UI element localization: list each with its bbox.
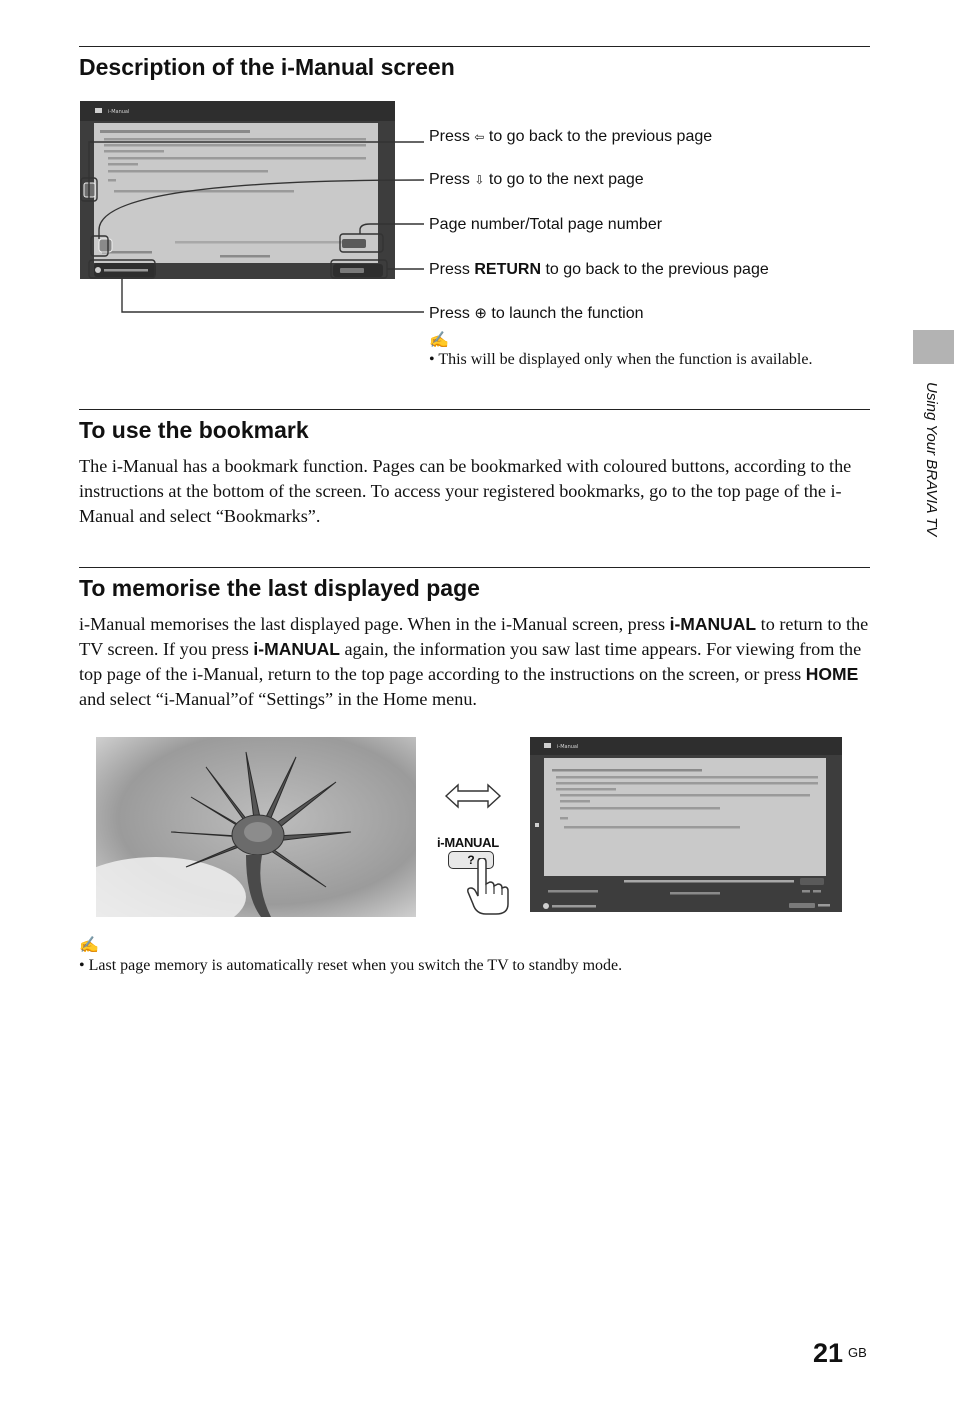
page-region-suffix: GB <box>848 1345 867 1360</box>
double-arrow-icon <box>444 783 502 809</box>
paragraph-text: again, the information you saw last time appears. For viewing from the top page of the i-Manual, return to the top page according to the instructions on the screen, or press <box>79 639 862 684</box>
paragraph-text: to return to the TV screen. If you press <box>79 614 869 659</box>
note-pencil-icon: ✍ <box>79 937 99 954</box>
section-rule-2 <box>79 409 870 410</box>
paragraph-text: and select “i-Manual”of “Settings” in the Home menu. <box>79 689 477 709</box>
callout-return <box>429 261 769 279</box>
section-rule-3 <box>79 567 870 568</box>
imanual-key-label: i-MANUAL <box>669 614 757 634</box>
note-text: Last page memory is automatically reset when you switch the TV to standby mode. <box>88 957 623 974</box>
callout-text: Press <box>429 171 470 188</box>
page-number: 21 <box>813 1338 844 1368</box>
pressing-finger-icon <box>466 858 510 916</box>
section-title-memorise: To memorise the last displayed page <box>79 575 480 601</box>
imanual-button-label: i-MANUAL <box>437 835 499 850</box>
section-title-bookmark: To use the bookmark <box>79 417 309 443</box>
sidebar-section-label: Using Your BRAVIA TV <box>923 382 940 537</box>
callout-text: Press <box>429 128 470 145</box>
callout-text: to launch the function <box>491 305 644 322</box>
imanual-key-label: i-MANUAL <box>253 639 340 659</box>
left-arrow-icon: ⇦ <box>474 130 485 144</box>
section-rule-1 <box>79 46 870 47</box>
imanual-screen-example <box>530 737 842 912</box>
bookmark-paragraph: The i-Manual has a bookmark function. Pages can be bookmarked with coloured buttons, according to the instructions at the bottom of the screen. To access your registered bookmarks, go to the top page of the i-Manual and select “Bookmarks”. <box>79 456 852 526</box>
callout-text: Press <box>429 261 470 278</box>
note-text: This will be displayed only when the function is available. <box>438 351 813 368</box>
callout-previous-page <box>429 128 712 146</box>
bullet: • <box>429 351 435 368</box>
callout-text: Press <box>429 305 470 322</box>
screen-header-text: i-Manual <box>108 109 130 115</box>
note-standby-reset <box>79 957 622 975</box>
memorise-paragraph <box>79 612 871 712</box>
question-mark-icon: ? <box>467 853 475 867</box>
callout-text: to go back to the previous page <box>545 261 769 278</box>
down-arrow-icon: ⇩ <box>474 173 485 187</box>
callout-page-number: Page number/Total page number <box>429 216 663 233</box>
screen-header-text: i-Manual <box>557 744 579 750</box>
callout-leader-lines <box>70 120 430 320</box>
return-key-label: RETURN <box>474 261 542 278</box>
callout-text: to go back to the previous page <box>488 128 713 145</box>
callout-next-page <box>429 171 644 189</box>
sidebar-tab-marker <box>913 330 954 364</box>
paragraph-text: i-Manual memorises the last displayed page. When in the i-Manual screen, press <box>79 614 670 634</box>
home-key-label: HOME <box>805 664 859 684</box>
note-pencil-icon: ✍ <box>429 332 449 349</box>
callout-text: to go to the next page <box>488 171 644 188</box>
section-title-description: Description of the i-Manual screen <box>79 54 455 80</box>
bullet: • <box>79 957 85 974</box>
enter-button-icon: ⊕ <box>474 305 487 322</box>
tv-screen-flower-photo <box>96 737 416 917</box>
note-function-available <box>429 351 812 369</box>
callout-launch <box>429 304 644 323</box>
